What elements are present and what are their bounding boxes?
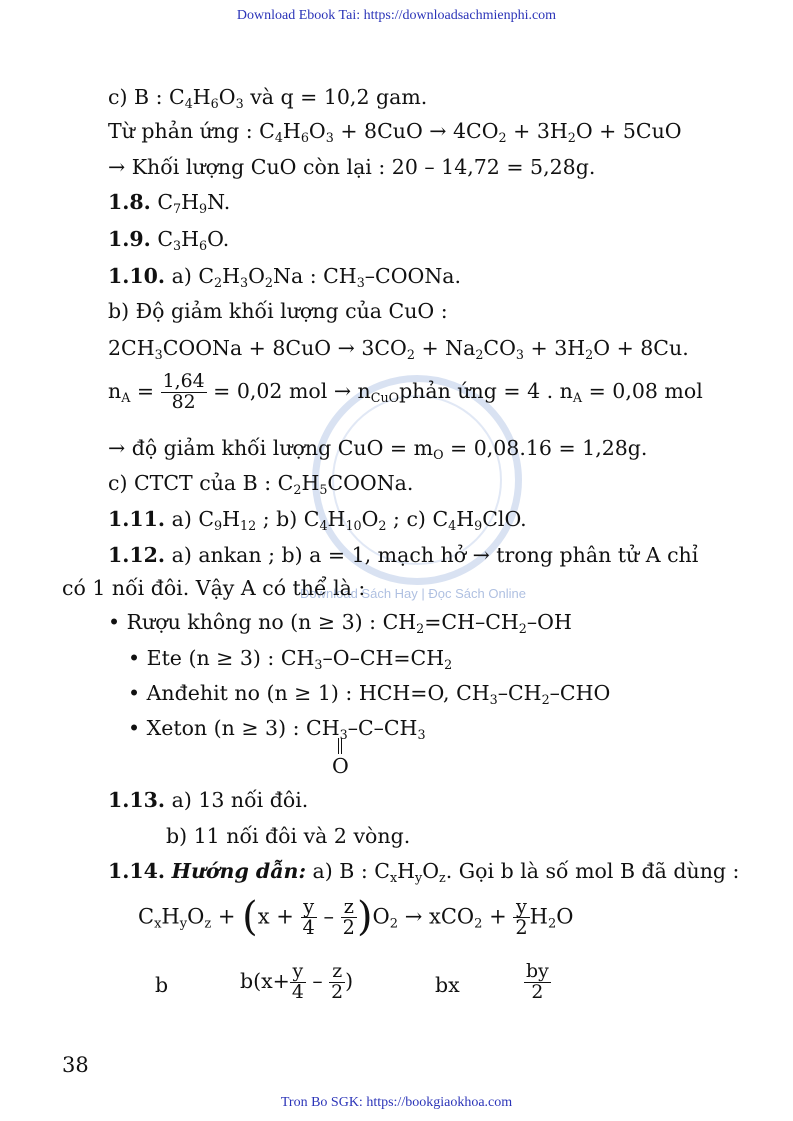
bullet-ketone: • Xeton (n ≥ 3) : $CH_3-C-CH_3$ <box>128 716 426 743</box>
ketone-oxygen: O <box>332 754 349 778</box>
answer-1-13b: b) 11 nối đôi và 2 vòng. <box>166 824 411 848</box>
answer-1-11: 1.11. a) $C_9H_{12}$ ; b) $C_4H_{10}O_2$ ; c) $C_4H_9ClO$. <box>108 507 527 534</box>
bullet-ether: • Ete (n ≥ 3) : $CH_3-O-CH=CH_2$ <box>128 646 453 673</box>
line-1c: c) B : $C_4H_6O_3$ và q = 10,2 gam. <box>108 85 428 112</box>
line-mass-decrease: → độ giảm khối lượng CuO = $m_O = 0,08.16 = 1,28g$. <box>108 436 648 463</box>
header-link[interactable]: Download Ebook Tai: https://downloadsachmienphi.com <box>236 8 557 23</box>
line-continuation: có 1 nối đôi. Vậy A có thể là : <box>62 576 366 600</box>
answer-1-14: 1.14. Hướng dẫn: a) B : $C_xH_yO_z$. Gọi b là số mol B đã dùng : <box>108 859 740 886</box>
answer-1-10a: 1.10. a) $C_2H_3O_2Na$ : $CH_3$–COONa. <box>108 264 462 291</box>
watermark-text: Download Sách Hay | Đọc Sách Online <box>300 586 526 601</box>
answer-1-10b: b) Độ giảm khối lượng của CuO : <box>108 299 448 323</box>
answer-1-9: 1.9. $C_3H_6O$. <box>108 227 230 254</box>
line-cuo-left: → Khối lượng CuO còn lại : 20 – 14,72 = 5,28g. <box>108 155 596 179</box>
ketone-double-bond <box>338 738 342 754</box>
page-number: 38 <box>62 1053 89 1077</box>
line-reaction-2: $2CH_3COONa + 8CuO \to 3CO_2 + Na_2CO_3 + 3H_2O + 8Cu$. <box>108 336 689 363</box>
line-mol-calc: $n_A$ = $\frac{1,64}{82}$ = 0,02 mol → $n_{CuO}phản$ ứng = 4 . $n_A = 0,08$ mol <box>108 370 703 413</box>
mole-row-h2o: $\frac{by}{2}$ <box>526 960 549 1003</box>
bullet-aldehyde: • Anđehit no (n ≥ 1) : HCH=O, $CH_3-CH_2$–CHO <box>128 681 611 708</box>
answer-1-12: 1.12. a) ankan ; b) a = 1, mạch hở → trong phân tử A chỉ <box>108 543 699 567</box>
footer-link[interactable]: Tron Bo SGK: https://bookgiaokhoa.com <box>280 1095 513 1110</box>
answer-1-13a: 1.13. a) 13 nối đôi. <box>108 788 309 812</box>
combustion-equation: $C_xH_yO_z + (x$ + $\frac{y}{4}$ – $\frac{z}{2}$ )$O_2 \to xCO_2$ + $\frac{y}{2}$ $H_2O$ <box>138 893 574 940</box>
bullet-alcohol: • Rượu không no (n ≥ 3) : $CH_2=CH-CH_2-OH$ <box>108 610 572 637</box>
answer-1-10c: c) CTCT của B : $C_2H_5COONa$. <box>108 471 414 498</box>
mole-row-o2: b(x+ $\frac{y}{4}$ – $\frac{z}{2}$ ) <box>240 960 354 1003</box>
mole-row-co2: bx <box>435 973 460 997</box>
mole-row-b: b <box>155 973 169 997</box>
answer-1-8: 1.8. $C_7H_9N$. <box>108 190 231 217</box>
line-reaction: Từ phản ứng : $C_4H_6O_3 + 8CuO \to 4CO_2 + 3H_2O + 5CuO$ <box>108 119 682 146</box>
